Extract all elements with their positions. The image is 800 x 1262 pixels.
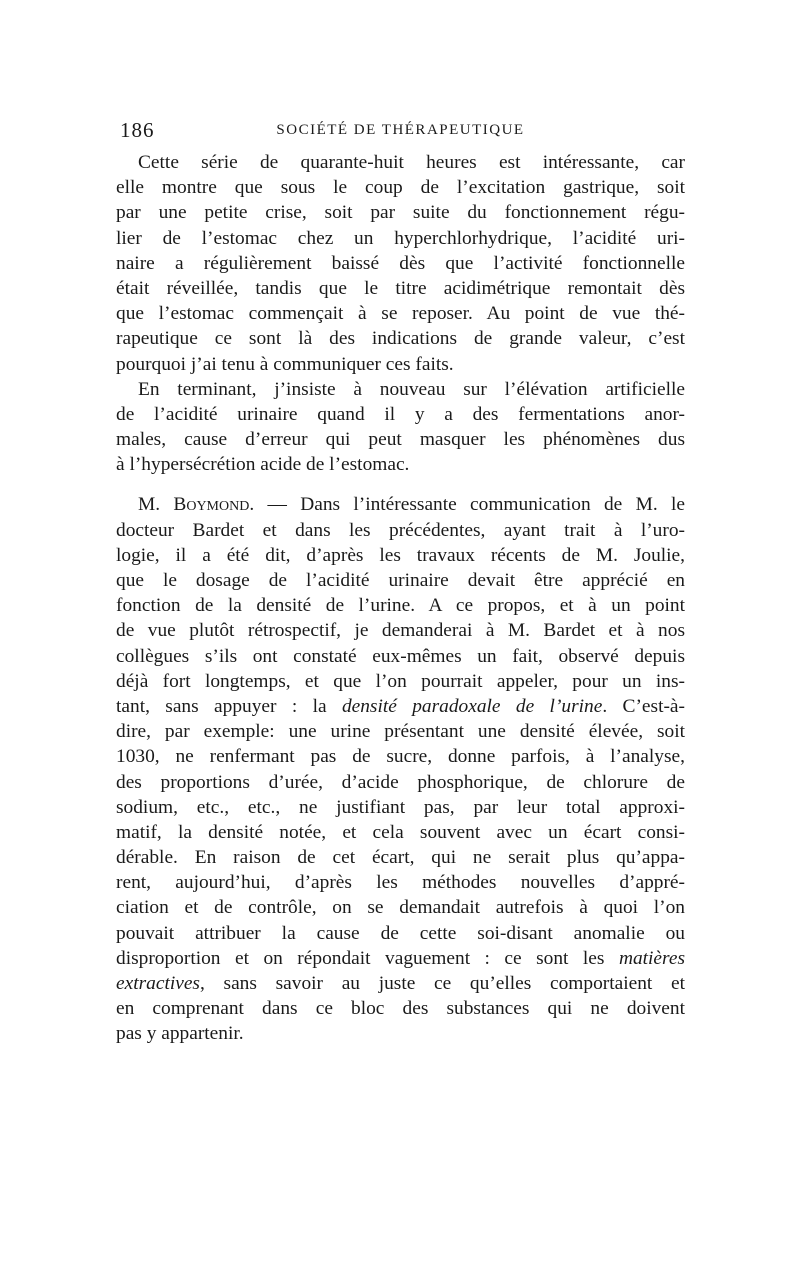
text-line	[116, 492, 685, 517]
page-header	[116, 118, 685, 142]
line-end: , sans savoir au juste ce qu’elles comportaient et	[199, 973, 685, 994]
text-line: déjà fort longtemps, et que l’on pourrait appeler, pour un ins-	[116, 670, 685, 692]
italic-term: matières	[618, 947, 685, 969]
line-rest: Dans l’intéressante communication de M. le	[300, 494, 685, 516]
text-line: lier de l’estomac chez un hyperchlorhydrique, l’acidité uri-	[116, 227, 685, 249]
text-line: était réveillée, tandis que le titre acidimétrique remontait dès	[116, 277, 685, 299]
text-line: Cette série de quarante-huit heures est intéressante, car	[138, 152, 685, 173]
text-line: de vue plutôt rétrospectif, je demanderai à M. Bardet et à nos	[116, 620, 685, 642]
text-line: logie, il a été dit, d’après les travaux récents de M. Joulie,	[116, 544, 685, 566]
dash: —	[254, 494, 301, 516]
body-text	[116, 150, 685, 1047]
text-line: rent, aujourd’hui, d’après les méthodes nouvelles d’appré-	[116, 872, 685, 894]
text-line: en comprenant dans ce bloc des substances qui ne doivent	[116, 998, 685, 1020]
line-start: disproportion et on répondait vaguement : ce sont les	[116, 947, 619, 969]
paragraph-2	[116, 377, 685, 478]
text-line: que le dosage de l’acidité urinaire devait être apprécié en	[116, 570, 685, 591]
text-line: dérable. En raison de cet écart, qui ne serait plus qu’appa-	[116, 847, 685, 869]
text-line: à l’hypersécrétion acide de l’estomac.	[116, 454, 410, 476]
text-line: En terminant, j’insiste à nouveau sur l’élévation artificielle	[138, 378, 685, 400]
speaker-name: M. Boymond.	[138, 494, 255, 516]
page-number: 186	[120, 118, 155, 142]
text-line	[116, 694, 685, 719]
line-start: tant, sans appuyer : la	[116, 695, 342, 717]
line-end: . C’est-à-	[602, 695, 685, 717]
italic-term: densité paradoxale de l’urine	[341, 695, 603, 717]
text-line: 1030, ne renfermant pas de sucre, donne parfois, à l’analyse,	[116, 746, 685, 768]
text-line: matif, la densité notée, et cela souvent avec un écart consi-	[116, 821, 685, 843]
text-line: males, cause d’erreur qui peut masquer les phénomènes dus	[116, 429, 685, 451]
text-line: elle montre que sous le coup de l’excitation gastrique, soit	[116, 177, 685, 199]
text-line: fonction de la densité de l’urine. A ce propos, et à un point	[116, 595, 685, 617]
text-line: docteur Bardet et dans les précédentes, ayant trait à l’uro-	[116, 519, 685, 541]
text-line: collègues s’ils ont constaté eux-mêmes un fait, observé depuis	[116, 645, 685, 667]
text-line: pas y appartenir.	[116, 1023, 244, 1045]
text-line: par une petite crise, soit par suite du fonctionnement régu-	[116, 202, 685, 224]
paragraph-3	[116, 492, 685, 1046]
text-line	[116, 971, 685, 996]
text-line	[116, 946, 685, 971]
text-line: que l’estomac commençait à se reposer. Au point de vue thé-	[116, 303, 685, 325]
paragraph-1	[116, 150, 685, 377]
text-line: rapeutique ce sont là des indications de grande valeur, c’est	[116, 328, 685, 350]
text-line: sodium, etc., etc., ne justifiant pas, par leur total approxi-	[116, 796, 685, 818]
text-line: des proportions d’urée, d’acide phosphorique, de chlorure de	[116, 771, 685, 793]
text-line: naire a régulièrement baissé dès que l’activité fonctionnelle	[116, 252, 685, 274]
paragraph-spacer	[116, 477, 685, 492]
text-line: pourquoi j’ai tenu à communiquer ces faits.	[116, 353, 454, 375]
text-line: pouvait attribuer la cause de cette soi-disant anomalie ou	[116, 922, 685, 944]
text-line: ciation et de contrôle, on se demandait autrefois à quoi l’on	[116, 897, 685, 919]
running-head: SOCIÉTÉ DE THÉRAPEUTIQUE	[276, 122, 525, 138]
text-line: dire, par exemple: une urine présentant une densité élevée, soit	[116, 721, 685, 743]
text-line: de l’acidité urinaire quand il y a des fermentations anor-	[116, 403, 685, 425]
italic-term: extractives	[116, 973, 200, 994]
